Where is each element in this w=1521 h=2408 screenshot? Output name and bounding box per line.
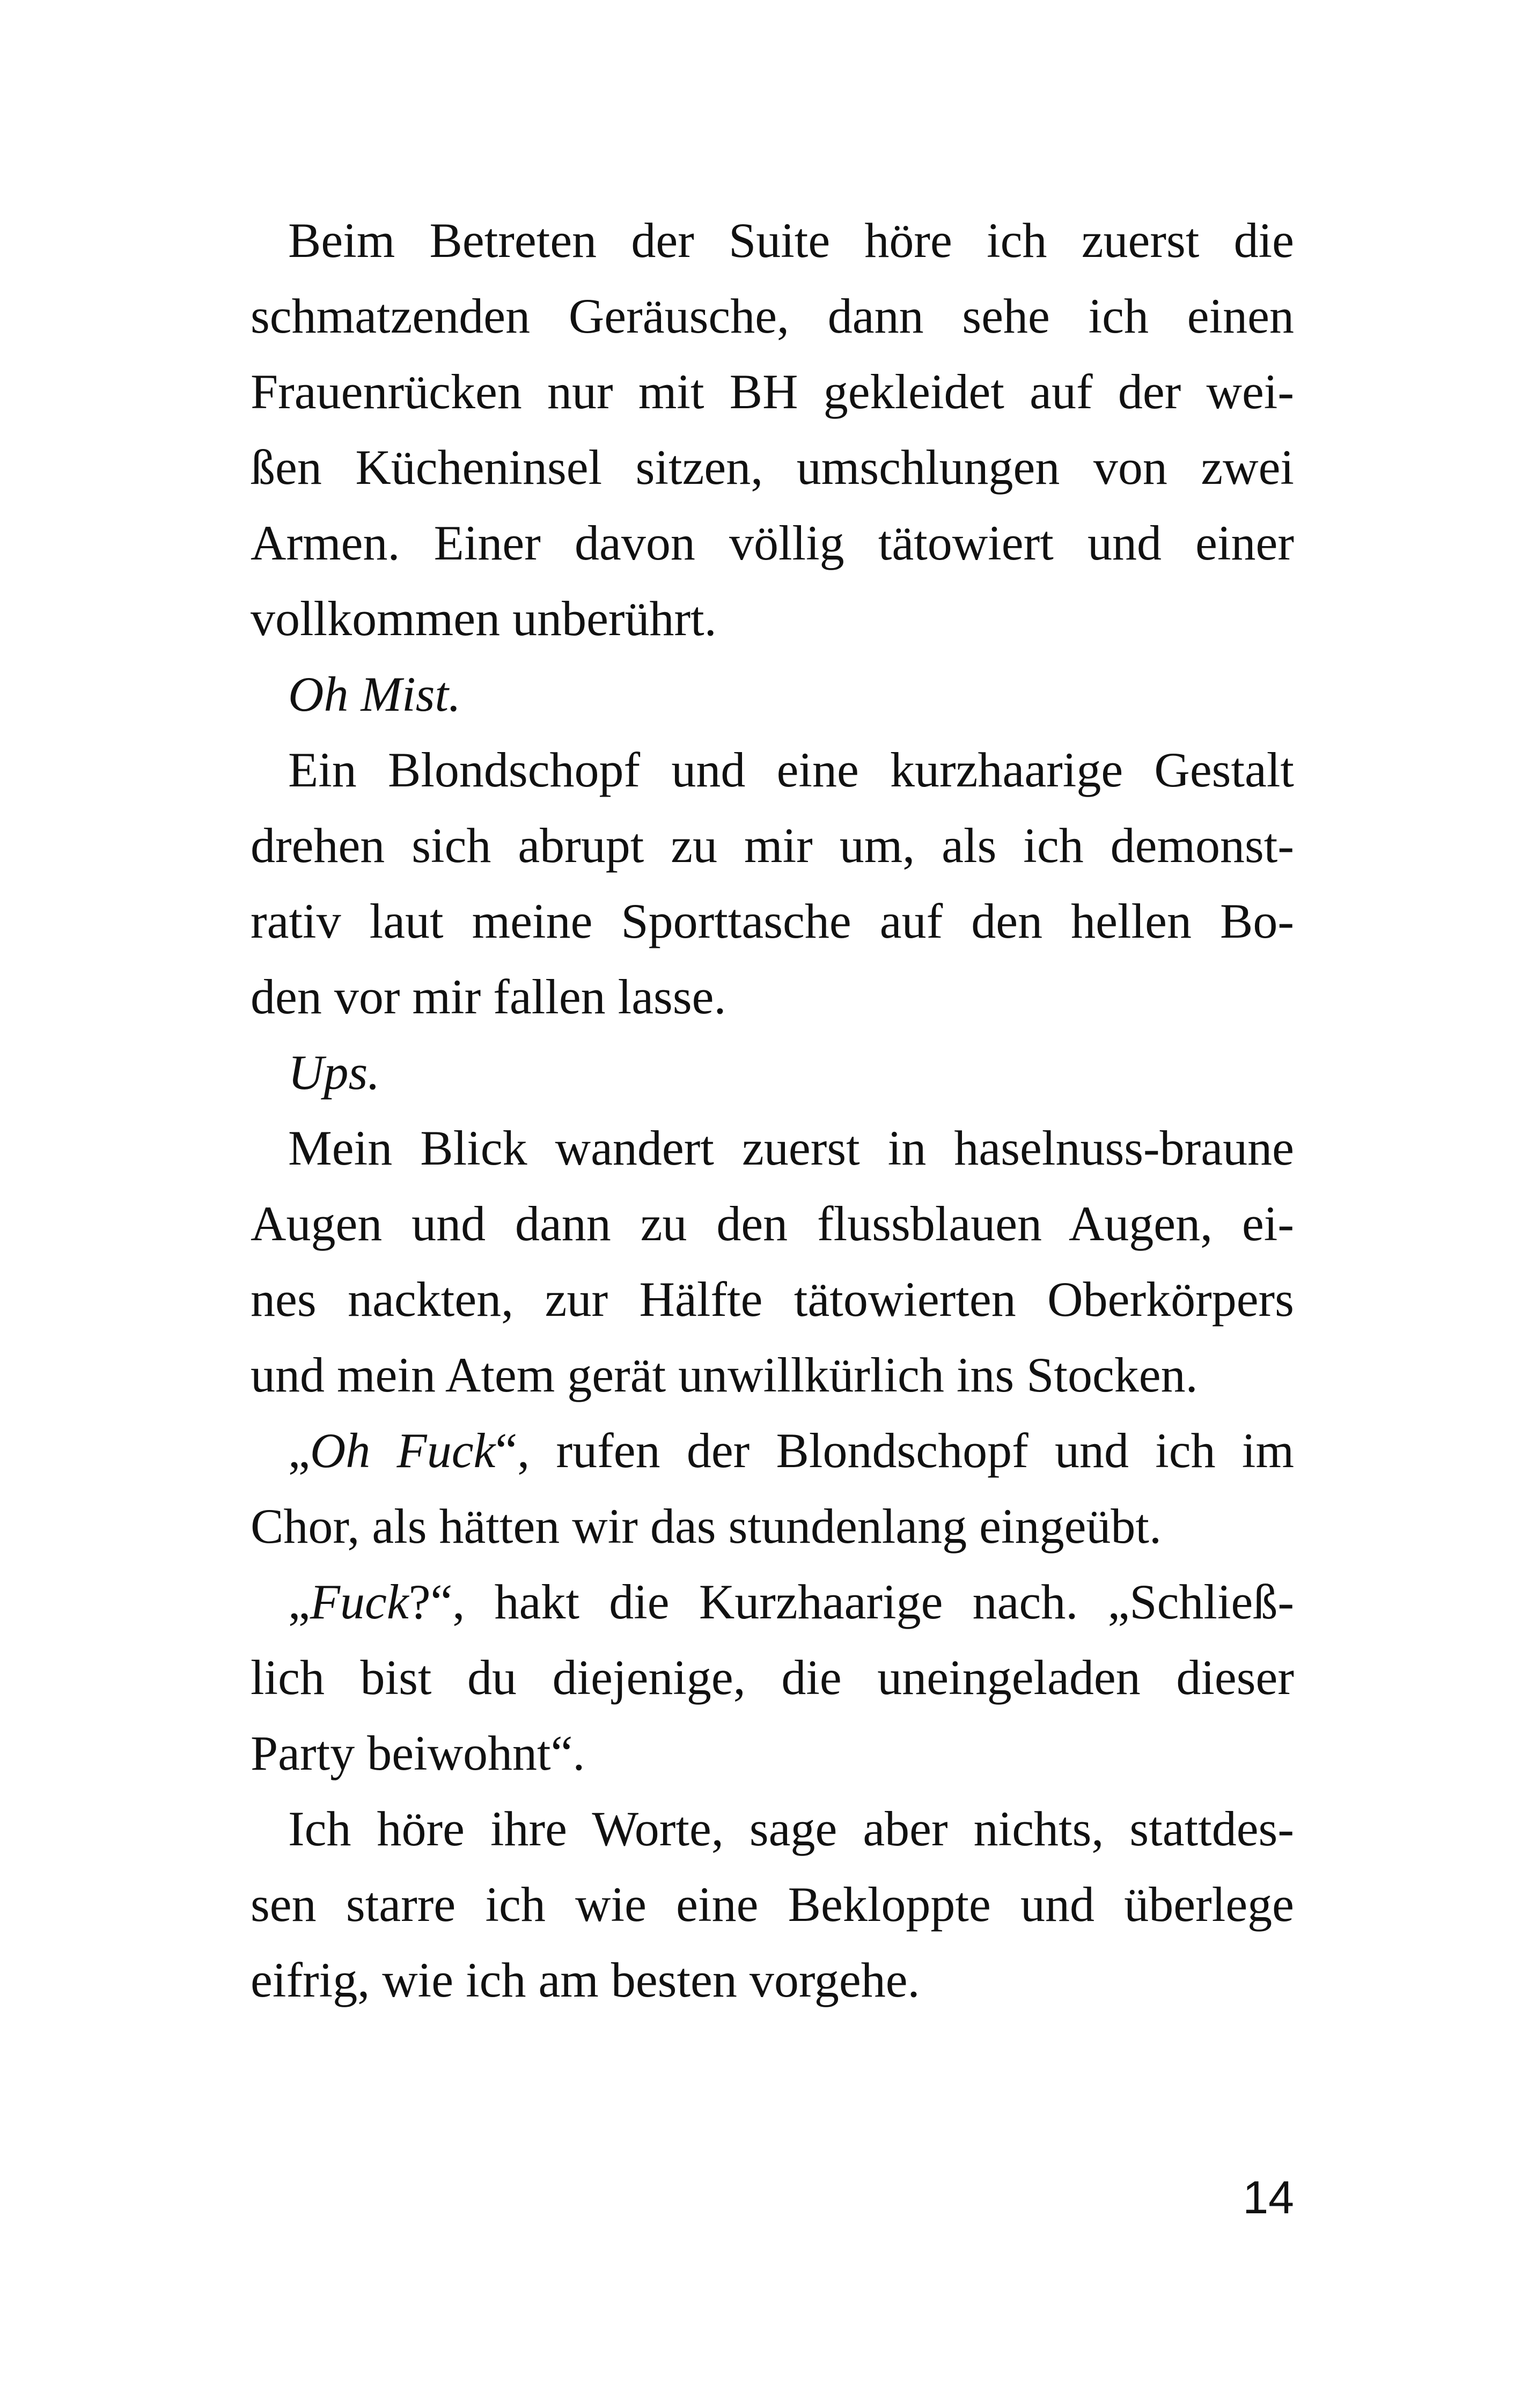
text-line: „Fuck?“, hakt die Kurzhaarige nach. „Schließ- (288, 1574, 1294, 1629)
paragraph (251, 657, 1294, 732)
text-line: rativ laut meine Sporttasche auf den hellen Bo- (251, 894, 1294, 948)
paragraph (251, 1791, 1294, 2018)
text-line: eifrig, wie ich am besten vorgehe. (251, 1953, 920, 2007)
emphasis: Fuck (310, 1574, 409, 1629)
text-line: nes nackten, zur Hälfte tätowierten Oberkörpers (251, 1272, 1294, 1327)
page-number: 14 (1243, 2172, 1294, 2223)
text-line: „Oh Fuck“, rufen der Blondschopf und ich im (288, 1423, 1295, 1478)
text-line: und mein Atem gerät unwillkürlich ins Stocken. (251, 1347, 1198, 1402)
text-line: den vor mir fallen lasse. (251, 969, 726, 1024)
paragraph (251, 1110, 1294, 1413)
paragraph (251, 1035, 1294, 1110)
text-line: Mein Blick wandert zuerst in haselnuss-braune (288, 1121, 1294, 1175)
text-line: Party beiwohnt“. (251, 1726, 585, 1780)
text-line: drehen sich abrupt zu mir um, als ich demonst- (251, 818, 1294, 873)
text-line: Ich höre ihre Worte, sage aber nichts, stattdes- (288, 1801, 1294, 1856)
text-line: Chor, als hätten wir das stundenlang eingeübt. (251, 1499, 1162, 1553)
text-line: Oh Mist. (288, 667, 461, 721)
body-text (251, 203, 1294, 2018)
text-line: Augen und dann zu den flussblauen Augen, ei- (251, 1196, 1294, 1251)
text-line: Ups. (288, 1045, 380, 1100)
paragraph (251, 203, 1294, 657)
text-line: Frauenrücken nur mit BH gekleidet auf der wei- (251, 364, 1294, 419)
text-line: vollkommen unberührt. (251, 591, 717, 646)
paragraph (251, 1413, 1294, 1564)
emphasis: Oh Fuck (310, 1423, 496, 1478)
text-line: schmatzenden Geräusche, dann sehe ich einen (251, 289, 1294, 343)
text-line: ßen Kücheninsel sitzen, umschlungen von zwei (251, 440, 1294, 495)
text-line: lich bist du diejenige, die uneingeladen dieser (251, 1650, 1294, 1705)
paragraph (251, 1564, 1294, 1791)
paragraph (251, 732, 1294, 1035)
text-line: Beim Betreten der Suite höre ich zuerst die (288, 213, 1294, 268)
text-line: Ein Blondschopf und eine kurzhaarige Gestalt (288, 742, 1294, 797)
text-line: Armen. Einer davon völlig tätowiert und einer (251, 516, 1294, 570)
text-line: sen starre ich wie eine Bekloppte und überlege (251, 1877, 1294, 1932)
